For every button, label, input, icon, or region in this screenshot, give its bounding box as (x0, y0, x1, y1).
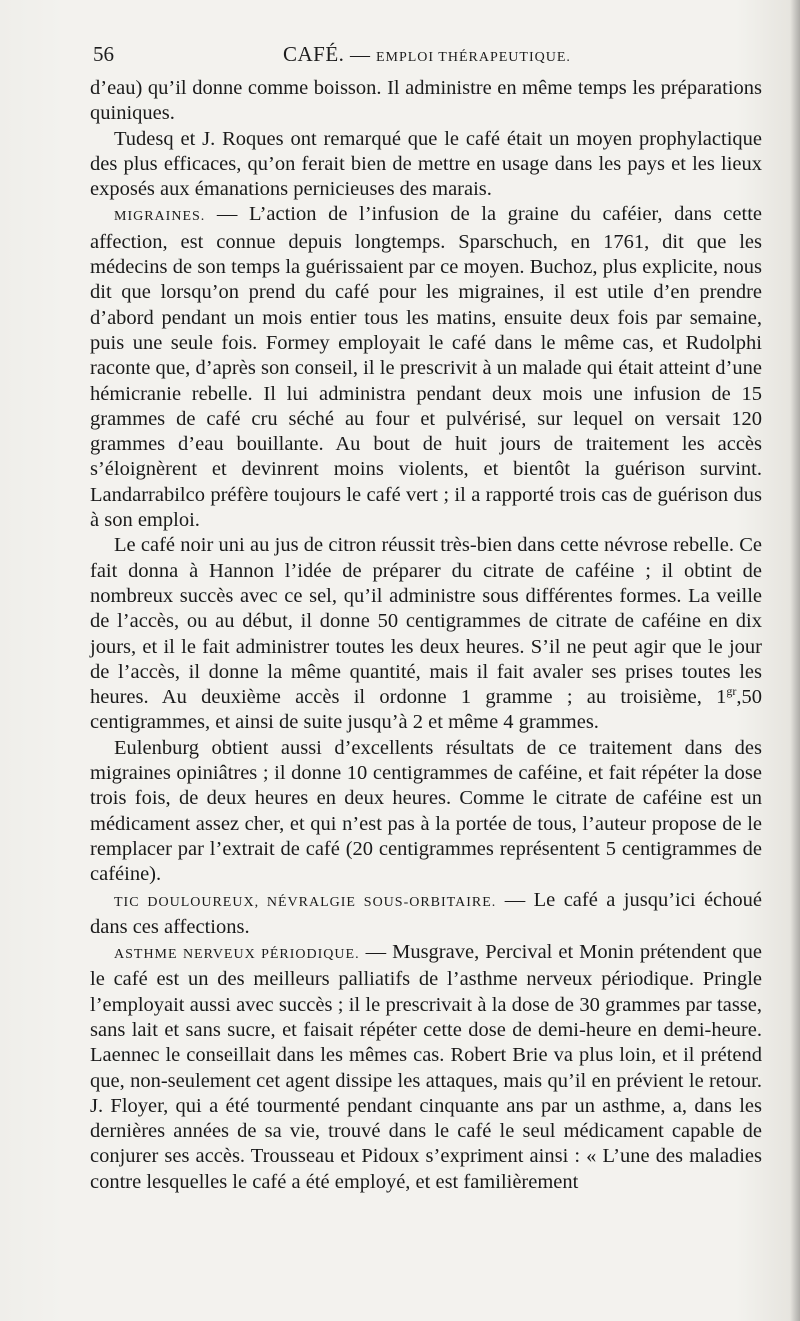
paragraph-citrate-text-b: ,50 centigrammes, et ainsi de suite jusqu’à 2 et même 4 grammes. (90, 686, 762, 734)
paragraph-continuation: d’eau) qu’il donne comme boisson. Il administre en même temps les préparations quiniques. (90, 77, 762, 125)
paragraph-citrate-text-a: Le café noir uni au jus de citron réussit très-bien dans cette névrose rebelle. Ce fait donna à Hannon l’idée de préparer du citrate de caféine ; il obtint de nombreux succès avec ce sel, qu’il administre sous différentes formes. La veille de l’accès, ou au début, il donne 50 centigrammes de citrate de caféine en dix jours, et il le fait administrer toutes les deux heures. S’il ne peut agir que le jour de l’accès, il donne la même quantité, mais il fait avaler ses prises toutes les heures. Au deuxième accès il ordonne 1 gramme ; au troisième, 1 (90, 534, 762, 709)
running-header (93, 42, 761, 72)
body-text (90, 76, 762, 1195)
paragraph-migraines (90, 202, 762, 533)
gramme-superscript: gr (726, 684, 737, 699)
paragraph-prophylaxis: Tudesq et J. Roques ont remarqué que le café était un moyen prophylactique des plus efficaces, qu’on ferait bien de mettre en usage dans les pays et les lieux exposés aux émanations pernicieuses des marais. (90, 127, 762, 201)
paragraph-asthme-text: — Musgrave, Percival et Monin prétendent que le café est un des meilleurs palliatifs de l’asthme nerveux périodique. Pringle l’employait aussi avec succès ; il le prescrivait à la dose de 30 grammes par tasse, sans lait et sans sucre, et faisait répéter cette dose de demi-heure en demi-heure. Laennec le conseillait dans les mêmes cas. Robert Brie va plus loin, et il prétend que, non-seulement cet agent dissipe les attaques, mais qu’il en prévient le retour. J. Floyer, qui a été tourmenté pendant cinquante ans par un asthme, a, dans les dernières années de sa vie, trouvé dans le café le seul médicament capable de conjurer ses accès. Trousseau et Pidoux s’expriment ainsi : « L’une des maladies contre lesquelles le café a été employé, et est familièrement (90, 941, 762, 1193)
running-title-subtitle: EMPLOI THÉRAPEUTIQUE. (375, 50, 571, 65)
page-number: 56 (93, 42, 114, 66)
paragraph-citrate (90, 533, 762, 735)
paragraph-tic (90, 888, 762, 941)
running-title (283, 42, 571, 67)
running-title-main: CAFÉ. (283, 42, 345, 66)
section-heading-tic: TIC DOULOUREUX, NÉVRALGIE SOUS-ORBITAIRE. (114, 894, 497, 910)
paragraph-asthme (90, 940, 762, 1195)
section-heading-asthme: ASTHME NERVEUX PÉRIODIQUE. (114, 947, 360, 963)
paragraph-tic-text: — Le café a jusqu’ici échoué dans ces affections. (90, 888, 762, 938)
paragraph-eulenburg: Eulenburg obtient aussi d’excellents résultats de ce traitement dans des migraines opiniâtres ; il donne 10 centigrammes de caféine, et fait répéter la dose trois fois, de deux heures en deux heures. Comme le citrate de caféine est un médicament assez cher, et qui n’est pas à la portée de tous, l’auteur propose de le remplacer par l’extrait de café (20 centigrammes représentent 5 centigrammes de caféine). (90, 736, 762, 886)
page-edge-shadow (790, 0, 800, 1321)
section-heading-migraines: MIGRAINES. (114, 209, 206, 225)
paragraph-migraines-text: — L’action de l’infusion de la graine du caféier, dans cette affection, est connue depuis longtemps. Sparschuch, en 1761, dit que les médecins de son temps la guérissaient par ce moyen. Buchoz, plus explicite, nous dit que lorsqu’on prend du café pour les migraines, il est utile d’en prendre d’abord pendant un mois entier tous les matins, ensuite deux fois par semaine, puis une seule fois. Formey employait le café dans le même cas, et Rudolphi raconte que, d’après son conseil, il le prescrivit à un malade qui était atteint d’une hémicranie rebelle. Il lui administra pendant deux mois une infusion de 15 grammes de café cru séché au four et pulvérisé, sur lequel on versait 120 grammes d’eau bouillante. Au bout de huit jours de traitement les accès s’éloignèrent et devinrent moins violents, et bientôt la guérison survint. Landarrabilco préfère toujours le café vert ; il a rapporté trois cas de guérison dus à son emploi. (90, 203, 762, 532)
running-title-dash: — (349, 44, 371, 66)
